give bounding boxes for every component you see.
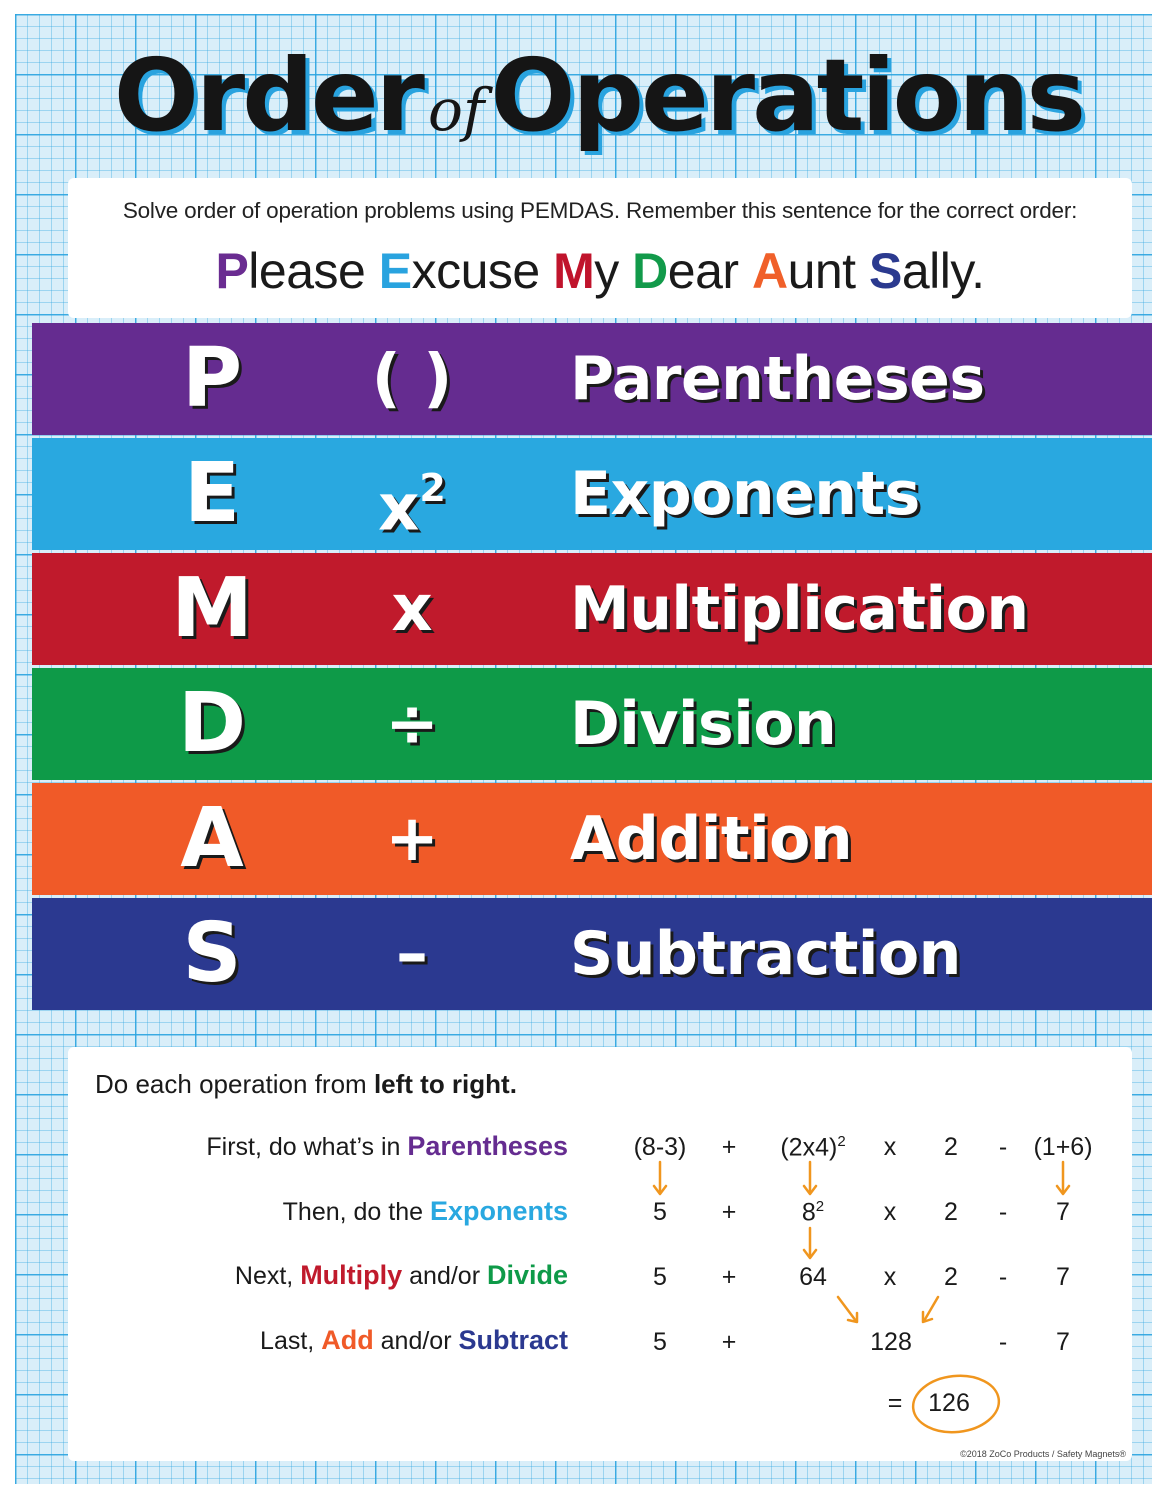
page-title bbox=[15, 37, 1152, 154]
rule-text bbox=[95, 1069, 517, 1100]
row-addition bbox=[32, 783, 1152, 895]
expr-term: 64 bbox=[799, 1263, 827, 1291]
intro-box bbox=[68, 178, 1132, 318]
expr-operator: - bbox=[998, 1198, 1008, 1226]
minus-symbol: – bbox=[396, 917, 428, 991]
expr-operator: x bbox=[883, 1263, 897, 1291]
mnemonic-rest: y bbox=[594, 243, 633, 299]
intro-text: Solve order of operation problems using PEMDAS. Remember this sentence for the correct order: bbox=[122, 198, 1078, 223]
expr-operator: + bbox=[721, 1133, 737, 1161]
mnemonic-cap: D bbox=[632, 243, 668, 299]
mnemonic-rest: ally. bbox=[901, 243, 985, 299]
mnemonic-rest: xcuse bbox=[411, 243, 554, 299]
row-division bbox=[32, 668, 1152, 780]
step-highlight: Add bbox=[321, 1325, 374, 1355]
mnemonic-word-excuse bbox=[379, 243, 553, 299]
expr-term: 128 bbox=[870, 1328, 912, 1356]
rule-prefix: Do each operation from bbox=[95, 1069, 374, 1099]
mnemonic-word-please bbox=[215, 243, 378, 299]
rule-bold: left to right. bbox=[373, 1069, 517, 1099]
expr-operator: - bbox=[998, 1133, 1008, 1161]
exponent-symbol bbox=[352, 438, 472, 550]
expr-base: 8 bbox=[801, 1198, 816, 1227]
expr-power: 2 bbox=[837, 1133, 846, 1150]
row-letter: D bbox=[177, 676, 247, 771]
expr-power: 2 bbox=[815, 1198, 825, 1215]
row-letter: P bbox=[181, 331, 243, 426]
down-arrow-icon bbox=[804, 1228, 816, 1258]
mnemonic-cap: A bbox=[751, 243, 788, 299]
step-add-subtract bbox=[118, 1325, 568, 1356]
expr-term: 2 bbox=[944, 1198, 958, 1226]
exponent-power: 2 bbox=[419, 466, 446, 510]
mnemonic-word-sally bbox=[869, 243, 985, 299]
step-parentheses bbox=[118, 1131, 568, 1162]
expr-operator: x bbox=[883, 1133, 897, 1161]
row-letter: S bbox=[182, 906, 242, 1001]
expr-term: 2 bbox=[944, 1133, 958, 1161]
row-name: Subtraction bbox=[570, 919, 961, 989]
row-name: Addition bbox=[570, 804, 853, 874]
row-name: Parentheses bbox=[570, 344, 985, 414]
down-arrow-icon bbox=[654, 1162, 666, 1194]
down-arrow-icon bbox=[1057, 1162, 1069, 1194]
step-exponents bbox=[118, 1196, 568, 1227]
mnemonic-cap: M bbox=[553, 243, 595, 299]
step-text: Then, do the bbox=[282, 1198, 430, 1226]
expr-term: 7 bbox=[1056, 1328, 1070, 1356]
expr-base: (2x4) bbox=[780, 1133, 838, 1162]
final-answer: 126 bbox=[928, 1389, 970, 1417]
divide-symbol: ÷ bbox=[385, 687, 439, 761]
down-arrow-icon bbox=[804, 1162, 816, 1194]
step-text: Next, bbox=[234, 1262, 301, 1290]
copyright-text: ©2018 ZoCo Products / Safety Magnets® bbox=[960, 1449, 1126, 1459]
poster bbox=[15, 14, 1152, 1484]
expr-operator: + bbox=[721, 1198, 737, 1226]
mnemonic-rest: ear bbox=[667, 243, 752, 299]
row-name: Division bbox=[570, 689, 837, 759]
multiply-symbol: x bbox=[391, 572, 433, 646]
mnemonic-cap: S bbox=[868, 243, 902, 299]
step-text: and/or bbox=[402, 1262, 487, 1290]
title-order: Order bbox=[113, 37, 422, 154]
expr-term: 5 bbox=[653, 1198, 667, 1226]
step-highlight: Divide bbox=[486, 1260, 568, 1290]
expr-term: 5 bbox=[653, 1328, 667, 1356]
mnemonic-sentence bbox=[68, 242, 1132, 300]
expr-operator: - bbox=[998, 1328, 1008, 1356]
step-highlight: Subtract bbox=[458, 1325, 568, 1355]
row-multiplication bbox=[32, 553, 1152, 665]
step-text: First, do what’s in bbox=[206, 1133, 408, 1161]
row-letter: A bbox=[180, 791, 244, 886]
example-box bbox=[68, 1047, 1132, 1461]
mnemonic-word-dear bbox=[632, 243, 752, 299]
step-text: Last, bbox=[260, 1327, 322, 1355]
expr-term: (1+6) bbox=[1033, 1133, 1093, 1161]
expr-term: 2 bbox=[944, 1263, 958, 1291]
step-highlight: Exponents bbox=[429, 1196, 568, 1226]
mnemonic-word-my bbox=[553, 243, 632, 299]
expr-term: 5 bbox=[653, 1263, 667, 1291]
parentheses-symbol: ( ) bbox=[371, 342, 453, 416]
expr-term: (8-3) bbox=[633, 1133, 687, 1161]
step-multiply-divide bbox=[118, 1260, 568, 1291]
mnemonic-word-aunt bbox=[752, 243, 869, 299]
row-letter: E bbox=[183, 446, 240, 541]
equals-sign: = bbox=[887, 1389, 903, 1417]
row-letter: M bbox=[171, 561, 253, 656]
row-name: Exponents bbox=[570, 459, 920, 529]
step-highlight: Parentheses bbox=[407, 1131, 568, 1161]
diagonal-arrow-icon bbox=[838, 1297, 857, 1322]
plus-symbol: + bbox=[385, 802, 439, 876]
expr-operator: x bbox=[883, 1198, 897, 1226]
expr-term: 7 bbox=[1056, 1198, 1070, 1226]
exponent-base: x bbox=[378, 471, 420, 546]
row-name: Multiplication bbox=[570, 574, 1029, 644]
mnemonic-cap: P bbox=[215, 243, 249, 299]
expr-operator: + bbox=[721, 1263, 737, 1291]
expr-term: 7 bbox=[1056, 1263, 1070, 1291]
mnemonic-rest: unt bbox=[787, 243, 869, 299]
expr-operator: - bbox=[998, 1263, 1008, 1291]
step-text: and/or bbox=[373, 1327, 459, 1355]
mnemonic-cap: E bbox=[378, 243, 412, 299]
title-operations: Operations bbox=[490, 37, 1084, 154]
row-exponents bbox=[32, 438, 1152, 550]
mnemonic-rest: lease bbox=[248, 243, 379, 299]
expr-operator: + bbox=[721, 1328, 737, 1356]
row-subtraction bbox=[32, 898, 1152, 1010]
step-highlight: Multiply bbox=[300, 1260, 403, 1290]
row-parentheses bbox=[32, 323, 1152, 435]
diagonal-arrow-icon bbox=[923, 1297, 938, 1322]
title-of: of bbox=[427, 76, 485, 144]
